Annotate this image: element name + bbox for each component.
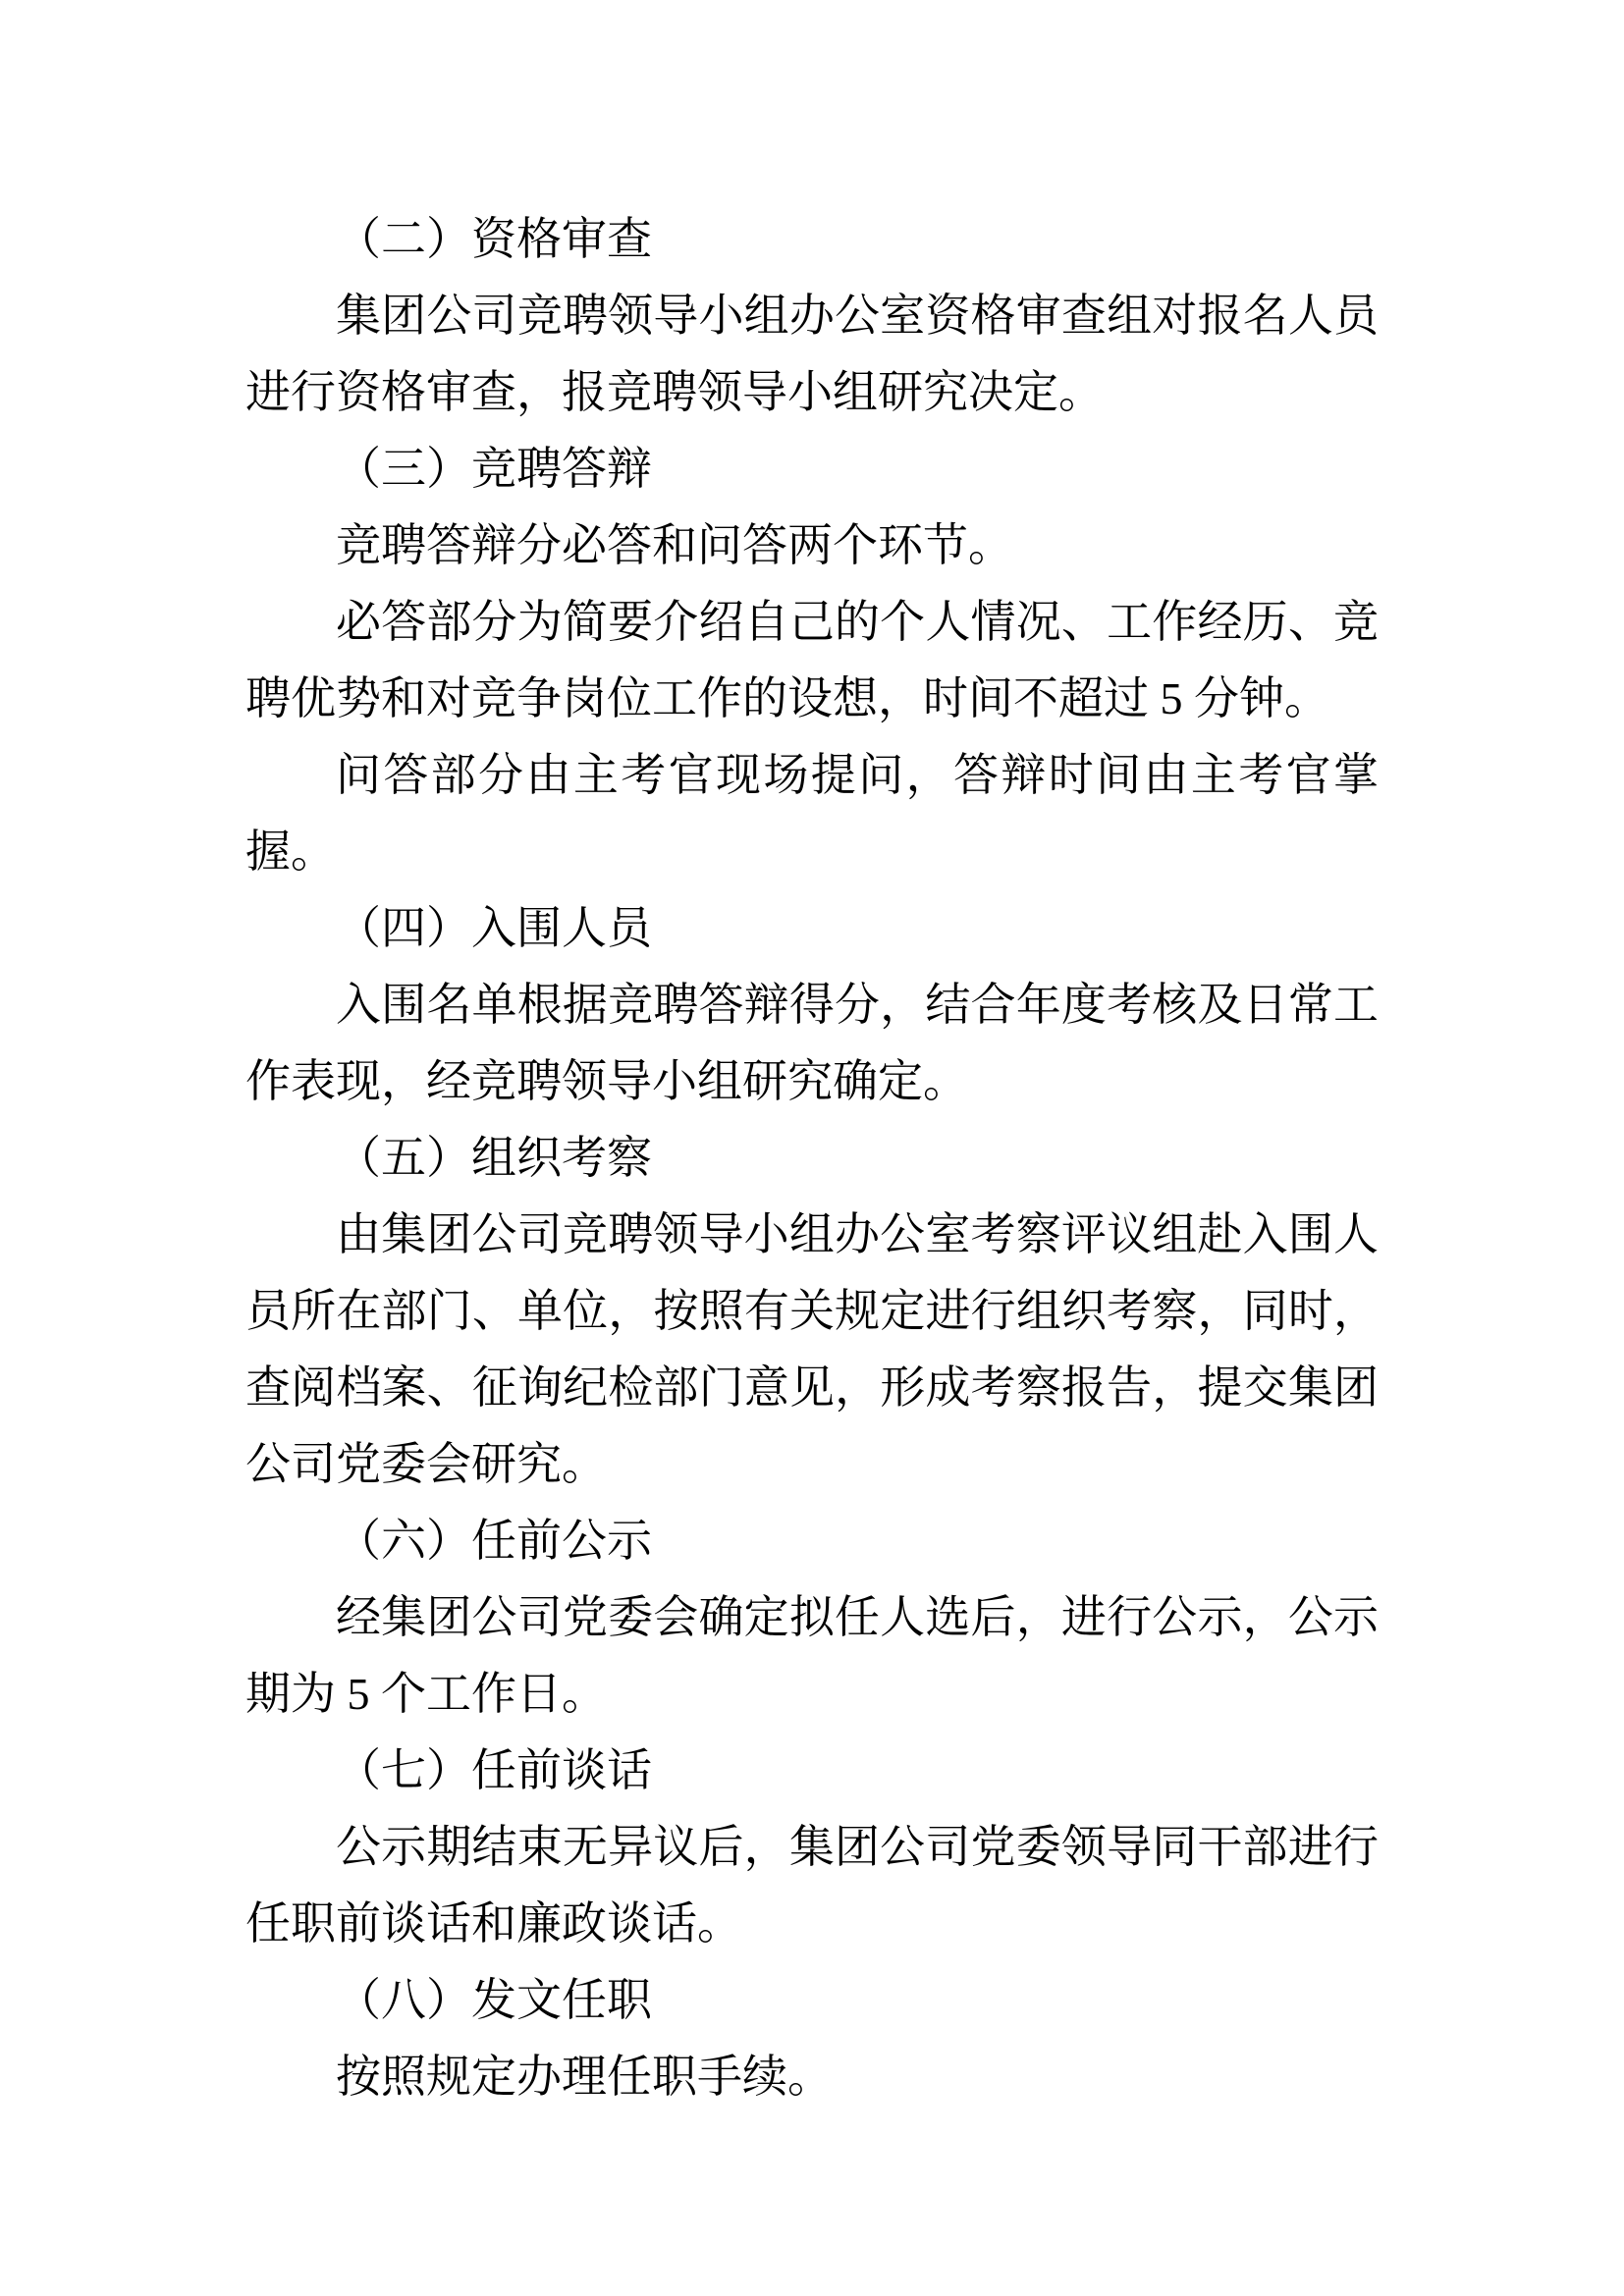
document-section-7 xyxy=(245,1733,1379,1962)
paragraph: 问答部分由主考官现场提问，答辩时间由主考官掌握。 xyxy=(245,750,1379,877)
section-heading: （四）入围人员 xyxy=(336,903,652,953)
section-heading: （五）组织考察 xyxy=(336,1133,652,1183)
paragraph: 竞聘答辩分必答和问答两个环节。 xyxy=(336,520,1013,570)
document-section-5 xyxy=(245,1120,1379,1503)
document-section-2 xyxy=(245,201,1379,431)
paragraph: 由集团公司竞聘领导小组办公室考察评议组赴入围人员所在部门、单位，按照有关规定进行组织考察，同时，查阅档案、征询纪检部门意见，形成考察报告，提交集团公司党委会研究。 xyxy=(245,1209,1379,1489)
paragraph: 按照规定办理任职手续。 xyxy=(336,2052,833,2102)
document-section-4 xyxy=(245,890,1379,1120)
paragraph: 集团公司竞聘领导小组办公室资格审查组对报名人员进行资格审查，报竞聘领导小组研究决定。 xyxy=(245,291,1379,417)
section-heading: （七）任前谈话 xyxy=(336,1745,652,1795)
section-heading: （八）发文任职 xyxy=(336,1975,652,2025)
paragraph: 公示期结束无异议后，集团公司党委领导同干部进行任职前谈话和廉政谈话。 xyxy=(245,1822,1379,1949)
section-heading: （三）竞聘答辩 xyxy=(336,444,652,494)
document-section-6 xyxy=(245,1503,1379,1733)
document-content xyxy=(245,201,1379,2115)
paragraph: 入围名单根据竞聘答辩得分，结合年度考核及日常工作表现，经竞聘领导小组研究确定。 xyxy=(245,980,1379,1106)
document-section-8 xyxy=(245,1962,1379,2115)
document-section-3 xyxy=(245,431,1379,890)
paragraph: 必答部分为简要介绍自己的个人情况、工作经历、竞聘优势和对竞争岗位工作的设想，时间不超过 5 分钟。 xyxy=(245,597,1379,723)
paragraph: 经集团公司党委会确定拟任人选后，进行公示，公示期为 5 个工作日。 xyxy=(245,1592,1379,1719)
section-heading: （二）资格审查 xyxy=(336,214,652,264)
section-heading: （六）任前公示 xyxy=(336,1516,652,1566)
